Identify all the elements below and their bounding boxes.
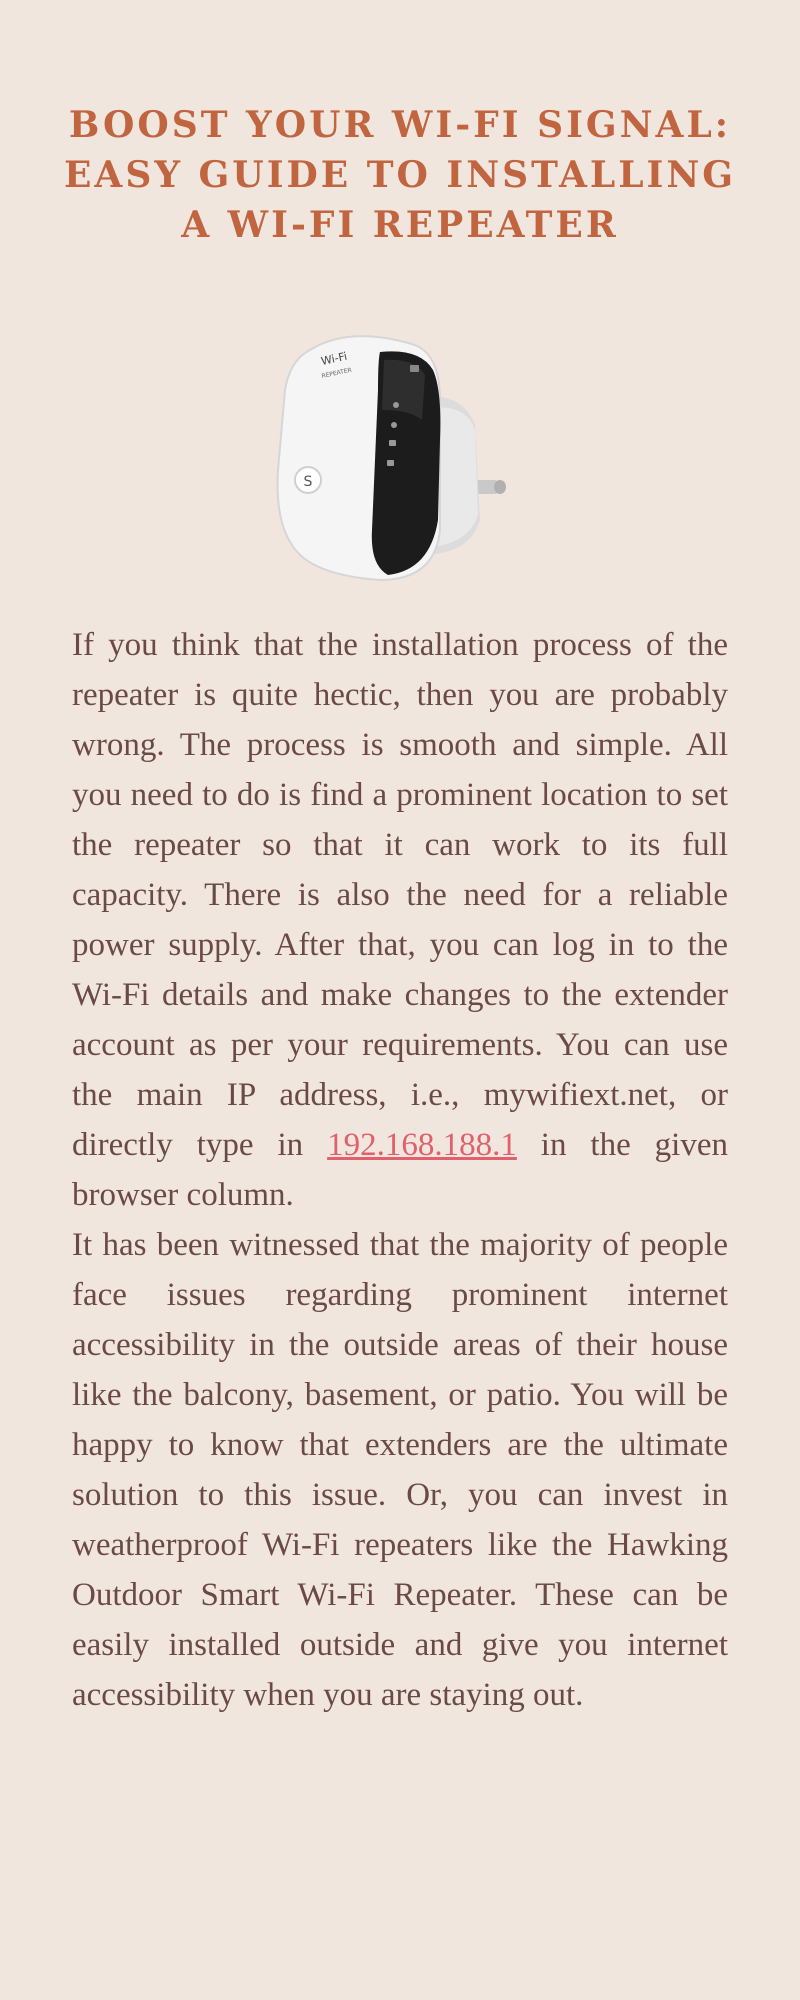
page-title: BOOST YOUR WI-FI SIGNAL: EASY GUIDE TO INSTALLING A WI-FI REPEATER xyxy=(63,104,737,246)
wps-button-label: S xyxy=(303,474,313,490)
indicator-light xyxy=(389,440,396,446)
brand-text: Wi-Fi xyxy=(319,349,349,368)
brand-subtext: REPEATER xyxy=(320,366,353,380)
indicator-light xyxy=(391,422,397,428)
indicator-light xyxy=(387,460,394,466)
paragraph-text: If you think that the installation process of the repeater is quite hectic, then you are probably wrong. The process is smooth and simple. All you need to do is find a prominent location to set the repeater so that it can work to its full capacity. There is also the need for a reliable power supply. After that, you can log in to the Wi-Fi details and make changes to the extender account as per your requirements. You can use the main IP address, i.e., mywifiext.net, or directly type in xyxy=(72,627,728,1163)
wifi-repeater-image xyxy=(270,330,540,590)
article-body xyxy=(72,620,728,1720)
paragraph-text: in the given browser column. xyxy=(72,1127,728,1213)
paragraph-outdoor: It has been witnessed that the majority of people face issues regarding prominent internet accessibility in the outside areas of their house like the balcony, basement, or patio. You will be happy to know that extenders are the ultimate solution to this issue. Or, you can invest in weatherproof Wi-Fi repeaters like the Hawking Outdoor Smart Wi-Fi Repeater. These can be easily installed outside and give you internet accessibility when you are staying out. xyxy=(72,1227,728,1713)
indicator-light xyxy=(393,402,399,408)
ip-address-link[interactable]: 192.168.188.1 xyxy=(327,1127,517,1163)
plug-pin-tip xyxy=(494,480,506,494)
indicator-light xyxy=(410,365,419,372)
paragraph-installation xyxy=(72,620,728,1220)
